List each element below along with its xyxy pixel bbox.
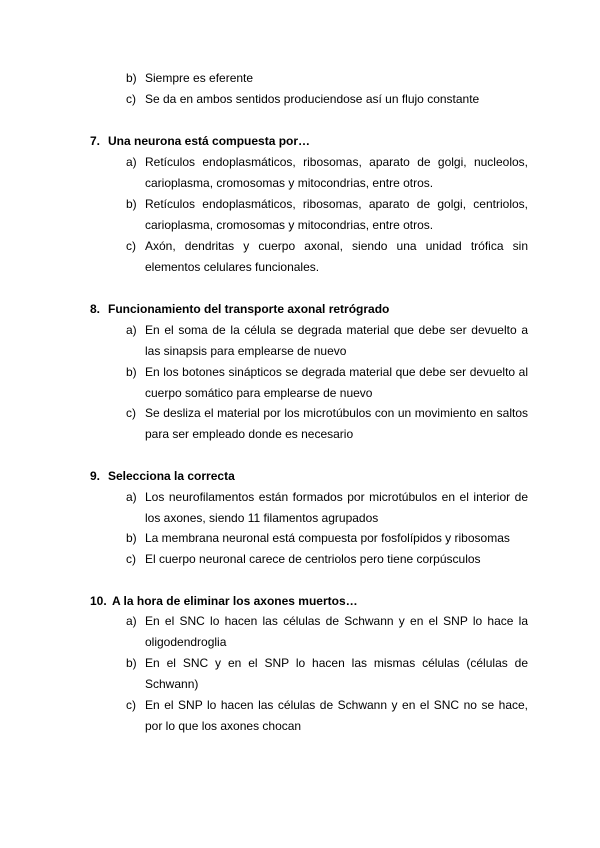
option-letter: b) [126,365,137,379]
option-letter: c) [126,698,136,712]
option-text: El cuerpo neuronal carece de centriolos pero tiene corpúsculos [145,552,481,566]
option-text: En los botones sinápticos se degrada material que debe ser devuelto al cuerpo somático para emplearse de nuevo [145,365,528,400]
option-letter: a) [126,490,137,504]
option-text: Axón, dendritas y cuerpo axonal, siendo una unidad trófica sin elementos celulares funcionales. [145,239,528,274]
option-text: En el SNP lo hacen las células de Schwann y en el SNC no se hace, por lo que los axones chocan [145,698,528,733]
question-number: 7. [90,134,101,148]
option-letter: c) [126,552,136,566]
option-text: Retículos endoplasmáticos, ribosomas, aparato de golgi, nucleolos, carioplasma, cromosomas y mitocondrias, entre otros. [145,155,528,190]
option-letter: a) [126,323,137,337]
question-text: A la hora de eliminar los axones muertos… [112,594,358,608]
option-text: Siempre es eferente [145,71,254,85]
question-title [90,468,235,484]
option-text: En el soma de la célula se degrada material que debe ser devuelto a las sinapsis para emplearse de nuevo [145,323,528,358]
option-text: En el SNC y en el SNP lo hacen las mismas células (células de Schwann) [145,656,528,691]
option-letter: c) [126,406,136,420]
option-letter: a) [126,155,137,169]
question-number: 9. [90,469,101,483]
option-letter: c) [126,92,136,106]
option-text: Se da en ambos sentidos produciendose así un flujo constante [145,92,480,106]
option-letter: c) [126,239,136,253]
option-letter: b) [126,656,137,670]
question-text: Funcionamiento del transporte axonal retrógrado [108,302,390,316]
option-text: En el SNC lo hacen las células de Schwann y en el SNP lo hace la oligodendroglia [145,614,528,649]
question-text: Una neurona está compuesta por… [108,134,311,148]
question-text: Selecciona la correcta [108,469,235,483]
option-letter: b) [126,531,137,545]
option-letter: b) [126,71,137,85]
question-title [90,593,358,609]
option-text: Retículos endoplasmáticos, ribosomas, aparato de golgi, centriolos, carioplasma, cromosomas y mitocondrias, entre otros. [145,197,528,232]
option-text: Se desliza el material por los microtúbulos con un movimiento en saltos para ser empleado donde es necesario [145,406,528,441]
question-title [90,133,310,149]
option-text: Los neurofilamentos están formados por microtúbulos en el interior de los axones, siendo 11 filamentos agrupados [145,490,528,525]
option-text: La membrana neuronal está compuesta por fosfolípidos y ribosomas [145,531,510,545]
question-number: 10. [90,594,107,608]
option-letter: a) [126,614,137,628]
question-title [90,301,389,317]
question-number: 8. [90,302,101,316]
option-letter: b) [126,197,137,211]
